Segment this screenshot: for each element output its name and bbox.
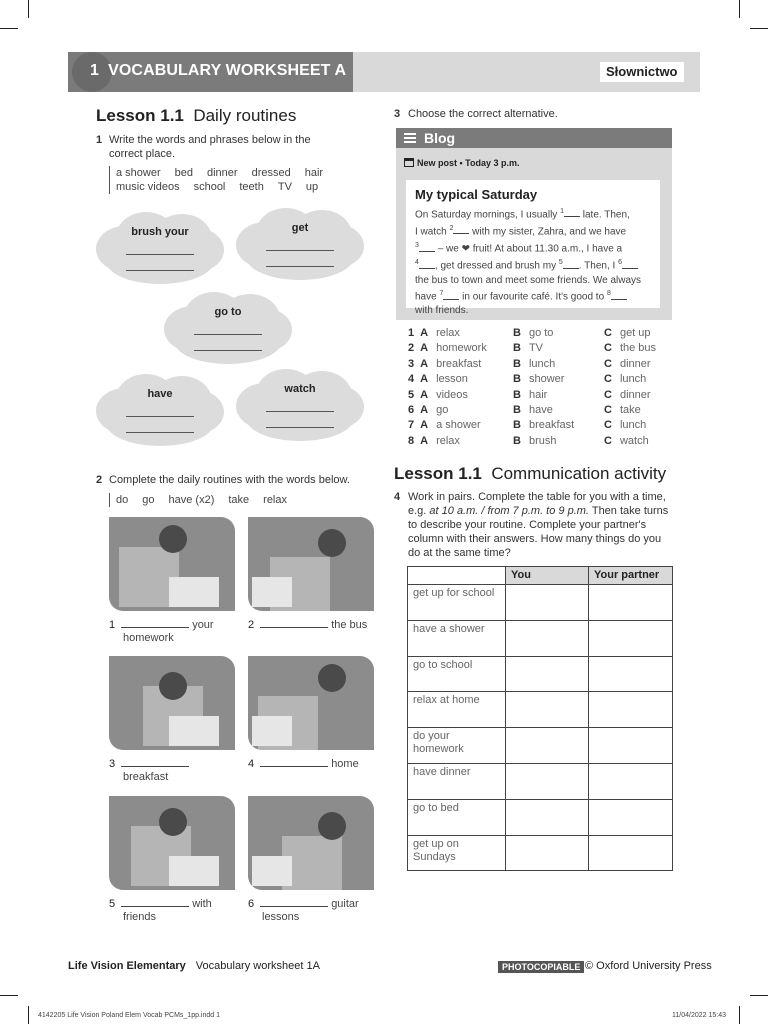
photo-caption [248, 898, 378, 924]
option-c[interactable] [604, 389, 651, 401]
option-text: the bus [619, 342, 657, 355]
option-number: 6 [408, 404, 415, 416]
option-text: hair [528, 388, 548, 401]
table-row [408, 728, 673, 764]
you-cell[interactable] [506, 799, 589, 835]
option-letter: A [420, 434, 429, 447]
partner-cell[interactable] [589, 799, 673, 835]
option-letter: C [604, 434, 612, 447]
photo-caption [109, 898, 239, 924]
word-row [116, 493, 301, 507]
option-number: 2 [408, 342, 415, 355]
partner-cell[interactable] [589, 620, 673, 656]
photo-caption [248, 619, 378, 645]
partner-cell[interactable] [589, 656, 673, 692]
question-number: 2 [96, 474, 103, 486]
option-c[interactable] [604, 419, 646, 431]
cloud-label: watch [284, 383, 316, 395]
option-text: homework [436, 342, 487, 355]
answer-line[interactable] [194, 350, 262, 351]
word-box [109, 493, 301, 507]
communication-table [407, 566, 673, 871]
caption-number: 3 [109, 758, 116, 770]
caption-text-line2: breakfast [123, 771, 169, 783]
table-row [408, 585, 673, 621]
question-instruction: Work in pairs. Complete the table for you with a time, e.g. at 10 a.m. / from 7 p.m. to 9 p.m. Then take turns to describe your routine. Complete your partner's column with their answers. How many things do you do at the same time? [408, 491, 669, 559]
option-c[interactable] [604, 342, 656, 354]
option-text: brush [528, 434, 557, 447]
word-cloud [236, 206, 364, 282]
option-letter: C [604, 342, 612, 355]
word-item: bed [174, 167, 193, 179]
crop-mark [0, 995, 18, 996]
activity-cell: get up on Sundays [408, 835, 506, 871]
word-item: dressed [251, 167, 291, 179]
option-letter: A [420, 373, 429, 386]
cloud-label: brush your [131, 226, 189, 238]
photo-caption [109, 758, 239, 784]
word-item: teeth [239, 181, 264, 193]
worksheet-title: 1 VOCABULARY WORKSHEET A [90, 62, 347, 79]
answer-line[interactable] [194, 334, 262, 335]
caption-number: 2 [248, 619, 255, 631]
option-a[interactable] [408, 389, 468, 401]
you-cell[interactable] [506, 763, 589, 799]
option-number: 1 [408, 327, 415, 339]
new-post-meta: New post • Today 3 p.m. [404, 158, 520, 168]
word-cloud [96, 372, 224, 448]
answer-line[interactable] [266, 250, 334, 251]
caption-text-line2 [248, 632, 262, 644]
crop-mark [739, 0, 740, 18]
option-text: breakfast [528, 419, 575, 432]
cloud-label: go to [214, 306, 242, 318]
option-letter: B [513, 357, 521, 370]
photocopiable-badge: PHOTOCOPIABLE [498, 961, 584, 973]
partner-cell[interactable] [589, 835, 673, 871]
word-cloud [96, 210, 224, 286]
crop-mark [739, 1006, 740, 1024]
activity-cell: get up for school [408, 585, 506, 621]
option-text: TV [528, 342, 544, 355]
word-item: do [116, 494, 129, 506]
photo-caption [109, 619, 239, 645]
option-text: a shower [436, 419, 481, 432]
option-text: breakfast [436, 357, 482, 370]
option-b[interactable] [513, 327, 553, 339]
option-text: relax [436, 434, 460, 447]
table-row [408, 835, 673, 871]
option-text: lunch [619, 419, 647, 432]
caption-text-line2 [248, 771, 262, 783]
answer-line[interactable] [126, 254, 194, 255]
heart-icon: ❤ [461, 243, 470, 255]
partner-cell[interactable] [589, 763, 673, 799]
caption-text-line2: lessons [262, 911, 300, 923]
word-item: music videos [116, 181, 180, 193]
option-letter: B [513, 327, 521, 339]
caption-text-line2: friends [123, 911, 157, 923]
caption-number: 1 [109, 619, 116, 631]
table-row [408, 763, 673, 799]
photo-4 [248, 656, 374, 750]
option-text: go to [528, 327, 554, 339]
option-text: watch [619, 434, 649, 447]
option-text: shower [528, 373, 565, 386]
option-letter: A [420, 404, 429, 416]
option-a[interactable] [408, 358, 481, 370]
post-text: On Saturday mornings, I usually $^1$ late. Then, I watch $^2$ with my sister, Zahra, and we have $^3$ – we ❤ fruit! At about 11.30 a.m., I have a $^4$ , get dressed and brush my $^5$ . Then, I $^6$ the bus to town and meet some friends. We always have $^7$ in our favourite café. It's good to $^8$ with friends. [415, 208, 642, 317]
caption-text: with [192, 898, 212, 910]
option-number: 7 [408, 419, 415, 432]
activity-cell: have a shower [408, 620, 506, 656]
caption-text: the bus [331, 619, 368, 631]
word-item: take [228, 494, 250, 506]
word-item: have (x2) [168, 494, 215, 506]
option-text: relax [436, 327, 460, 339]
cloud-label: have [147, 388, 173, 400]
photo-3 [109, 656, 235, 750]
option-b[interactable] [513, 419, 574, 431]
word-item: relax [263, 494, 287, 506]
you-cell[interactable] [506, 692, 589, 728]
activity-cell: have dinner [408, 763, 506, 799]
slug-file: 4142205 Life Vision Poland Elem Vocab PCMs_1pp.indd 1 [38, 1012, 220, 1019]
caption-number: 4 [248, 758, 255, 770]
option-a[interactable] [408, 342, 487, 354]
crop-mark [0, 28, 18, 29]
word-item: TV [277, 181, 292, 193]
publisher: © Oxford University Press [585, 960, 712, 972]
blog-title: Blog [424, 130, 456, 146]
option-a[interactable] [408, 404, 448, 416]
section-badge: Słownictwo [600, 62, 684, 82]
caption-number: 5 [109, 898, 116, 910]
option-letter: B [513, 373, 521, 386]
option-b[interactable] [513, 389, 547, 401]
word-box [109, 166, 337, 194]
activity-cell: go to bed [408, 799, 506, 835]
word-cloud [236, 367, 364, 443]
activity-cell: go to school [408, 656, 506, 692]
option-letter: C [604, 388, 612, 401]
question-instruction: Write the words and phrases below in the correct place. [109, 134, 311, 160]
word-item: go [142, 494, 155, 506]
option-letter: A [420, 342, 429, 355]
you-cell[interactable] [506, 585, 589, 621]
caption-text: home [331, 758, 359, 770]
footer-book: Life Vision Elementary Vocabulary worksheet 1A [68, 960, 320, 972]
table-header-partner: Your partner [589, 567, 673, 585]
option-text: lunch [528, 357, 556, 370]
crop-mark [28, 1006, 29, 1024]
crop-mark [28, 0, 29, 18]
option-number: 5 [408, 388, 415, 401]
you-cell[interactable] [506, 656, 589, 692]
option-b[interactable] [513, 373, 564, 385]
option-letter: A [420, 419, 429, 432]
answer-line[interactable] [126, 432, 194, 433]
option-letter: A [420, 357, 429, 370]
option-text: get up [619, 327, 651, 339]
answer-line[interactable] [266, 411, 334, 412]
option-text: take [619, 404, 641, 416]
option-text: go [436, 404, 449, 416]
answer-line[interactable] [126, 416, 194, 417]
option-c[interactable] [604, 404, 641, 416]
option-letter: B [513, 388, 521, 401]
activity-cell: relax at home [408, 692, 506, 728]
table-row [408, 799, 673, 835]
question-number: 4 [394, 491, 401, 503]
activity-cell: do your homework [408, 728, 506, 764]
table-header-blank [408, 567, 506, 585]
option-text: lunch [619, 373, 647, 386]
option-letter: C [604, 404, 612, 416]
option-b[interactable] [513, 358, 555, 370]
word-item: school [193, 181, 226, 193]
option-text: have [528, 404, 553, 416]
option-letter: C [604, 327, 612, 339]
option-c[interactable] [604, 435, 649, 447]
option-b[interactable] [513, 435, 556, 447]
you-cell[interactable] [506, 835, 589, 871]
option-a[interactable] [408, 373, 468, 385]
answer-blank[interactable] [121, 758, 189, 767]
word-cloud [164, 290, 292, 366]
question-instruction: Complete the daily routines with the words below. [109, 474, 350, 486]
menu-icon [404, 133, 416, 145]
word-item: up [305, 181, 319, 193]
option-c[interactable] [604, 373, 646, 385]
cloud-label: get [291, 222, 309, 234]
option-letter: B [513, 434, 521, 447]
post-title: My typical Saturday [415, 187, 538, 202]
table-row [408, 692, 673, 728]
option-a[interactable] [408, 327, 460, 339]
slug-date: 11/04/2022 15:43 [672, 1012, 726, 1019]
caption-text-line2: homework [123, 632, 174, 644]
answer-line[interactable] [266, 427, 334, 428]
table-row [408, 656, 673, 692]
photo-2 [248, 517, 374, 611]
table-row [408, 620, 673, 656]
option-letter: B [513, 419, 521, 432]
partner-cell[interactable] [589, 585, 673, 621]
partner-cell[interactable] [589, 692, 673, 728]
option-letter: B [513, 342, 521, 355]
you-cell[interactable] [506, 728, 589, 764]
option-text: lesson [436, 373, 468, 386]
answer-blank[interactable] [121, 619, 189, 628]
question-number: 3 [394, 108, 401, 120]
lesson-heading: Lesson 1.1 Communication activity [394, 464, 667, 483]
word-item: hair [304, 167, 324, 179]
partner-cell[interactable] [589, 728, 673, 764]
option-number: 8 [408, 434, 415, 447]
photo-5 [109, 796, 235, 890]
caption-text: guitar [331, 898, 359, 910]
option-text: dinner [619, 388, 651, 401]
lesson-heading: Lesson 1.1 Daily routines [96, 106, 297, 125]
option-letter: C [604, 419, 612, 432]
option-letter: C [604, 357, 612, 370]
answer-blank[interactable] [260, 758, 328, 767]
option-text: videos [436, 388, 468, 401]
you-cell[interactable] [506, 620, 589, 656]
table-header-row [408, 567, 673, 585]
question-instruction: Choose the correct alternative. [408, 108, 558, 120]
answer-blank[interactable] [260, 619, 328, 628]
calendar-icon [404, 158, 414, 167]
option-number: 4 [408, 373, 415, 386]
option-letter: A [420, 327, 429, 339]
table-header-you: You [506, 567, 589, 585]
caption-text: your [192, 619, 214, 631]
answer-line[interactable] [266, 266, 334, 267]
answer-blank[interactable] [260, 898, 328, 907]
option-text: dinner [619, 357, 651, 370]
photo-6 [248, 796, 374, 890]
word-row [116, 180, 337, 194]
option-c[interactable] [604, 358, 651, 370]
option-b[interactable] [513, 342, 543, 354]
crop-mark [750, 28, 768, 29]
word-row [116, 166, 337, 180]
option-number: 3 [408, 357, 415, 370]
crop-mark [750, 995, 768, 996]
answer-blank[interactable] [121, 898, 189, 907]
option-letter: B [513, 404, 521, 416]
answer-line[interactable] [126, 270, 194, 271]
photo-1 [109, 517, 235, 611]
option-c[interactable] [604, 327, 651, 339]
option-b[interactable] [513, 404, 553, 416]
option-letter: A [420, 388, 429, 401]
caption-number: 6 [248, 898, 255, 910]
option-a[interactable] [408, 419, 481, 431]
word-item: a shower [116, 167, 161, 179]
word-item: dinner [207, 167, 238, 179]
question-number: 1 [96, 134, 103, 146]
photo-caption [248, 758, 378, 784]
option-a[interactable] [408, 435, 460, 447]
option-letter: C [604, 373, 612, 386]
